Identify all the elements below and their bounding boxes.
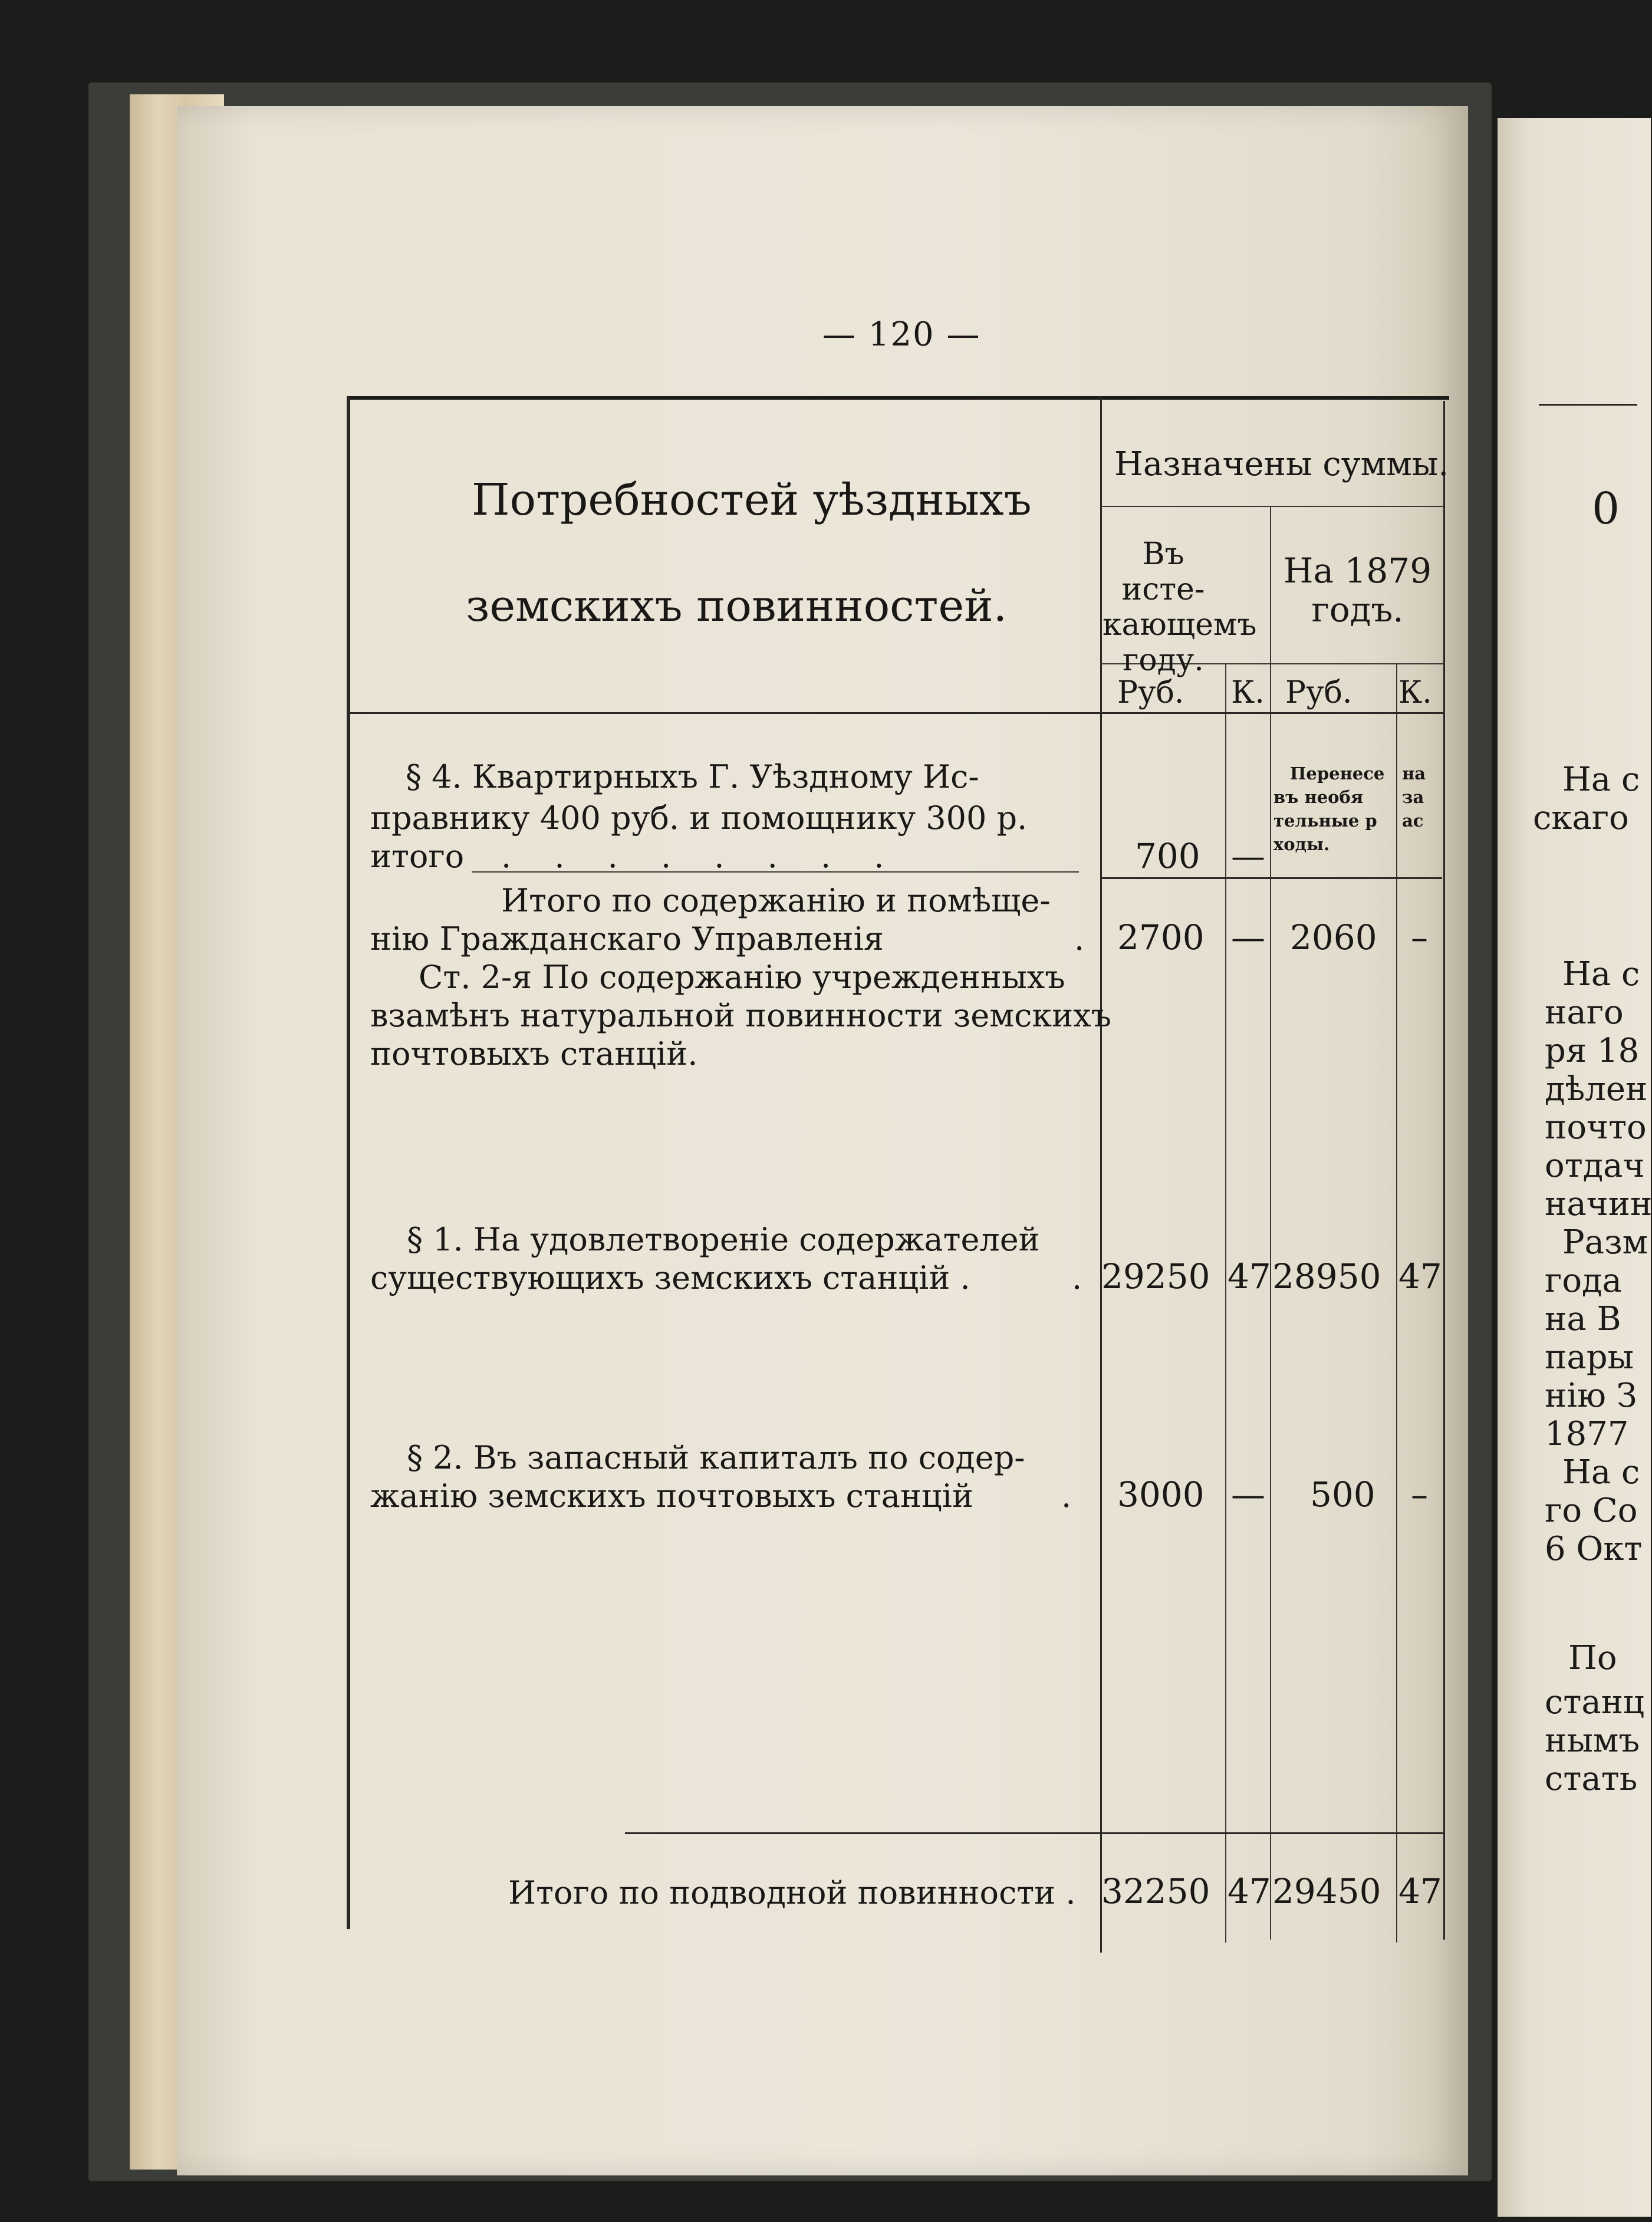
total-rule: [625, 1832, 1444, 1834]
header-col-current-year: Въ истекающемъ году.: [1103, 536, 1257, 678]
para2-kop-current: —: [1231, 1474, 1265, 1515]
right-page-top-rule: [1539, 404, 1637, 406]
right-page-fragment: начин: [1545, 1185, 1652, 1223]
right-page-fragment: наго: [1545, 993, 1624, 1032]
total-rub-current: 32250: [1101, 1871, 1210, 1911]
para4-underline: [472, 871, 1079, 873]
header-title-line1: Потребностей уѣздныхъ: [472, 475, 1032, 525]
unit-kop-current: К.: [1231, 675, 1265, 710]
right-page-fragment: нію З: [1545, 1377, 1637, 1415]
para2-dot: .: [1061, 1477, 1072, 1515]
right-page-fragment: пары: [1545, 1338, 1634, 1377]
subtotal-rub-current: 2700: [1117, 917, 1205, 957]
subtotal-dot: .: [1074, 920, 1085, 957]
right-page-fragment: 1877: [1545, 1415, 1629, 1453]
para4-note-b2: за: [1402, 787, 1424, 807]
para1-dot: .: [1072, 1259, 1082, 1296]
art2-line2: взамѣнъ натуральной повинности земскихъ: [370, 997, 1111, 1034]
para4-line2: правнику 400 руб. и помощнику 300 р.: [370, 799, 1028, 837]
right-page-fragment: ря 18: [1545, 1032, 1640, 1070]
total-kop-current: 47: [1228, 1871, 1271, 1911]
header-bottom-rule: [347, 712, 1443, 714]
table-right-rule: [1443, 401, 1445, 1940]
right-page-fragment: почто: [1545, 1108, 1647, 1147]
subtotal-line2: нію Гражданскаго Управленія: [370, 920, 884, 957]
header-col-1879: На 1879 годъ.: [1283, 551, 1432, 630]
col-divider-kop-current: [1225, 663, 1226, 1943]
para1-line2: существующихъ земскихъ станцій .: [370, 1259, 970, 1296]
right-page-fragment: дѣлен: [1545, 1070, 1648, 1108]
subtotal-kop-current: —: [1231, 917, 1265, 957]
unit-rub-1879: Руб.: [1285, 675, 1352, 710]
para4-note-b1: на: [1402, 763, 1426, 784]
table-left-rule: [347, 396, 350, 1929]
para4-leader-dots: . . . . . . . .: [501, 838, 901, 875]
para1-kop-current: 47: [1228, 1256, 1271, 1296]
para4-note-b3: ас: [1402, 811, 1424, 831]
unit-rub-current: Руб.: [1117, 675, 1184, 710]
right-page-fragment: на В: [1545, 1300, 1621, 1338]
para4-note-1: Перенесе: [1290, 763, 1385, 784]
para4-note-3: тельные р: [1273, 811, 1377, 831]
total-label: Итого по подводной повинности .: [508, 1874, 1076, 1911]
subtotal-line1: Итого по содержанію и помѣще-: [501, 882, 1051, 919]
header-title-line2: земскихъ повинностей.: [466, 581, 1008, 631]
para4-note-4: ходы.: [1273, 834, 1330, 854]
right-page-fragment: отдач: [1545, 1147, 1645, 1185]
para1-rub-current: 29250: [1101, 1256, 1210, 1296]
right-page-fragment: На с: [1562, 1453, 1640, 1492]
header-assigned-sums: Назначены суммы.: [1114, 445, 1449, 483]
para4-rub-current: 700: [1135, 836, 1200, 876]
right-page-fragment: 6 Окт: [1545, 1530, 1643, 1568]
para4-line1: § 4. Квартирныхъ Г. Уѣздному Ис-: [406, 758, 979, 795]
para4-line3: итого: [370, 838, 465, 875]
para2-line2: жанію земскихъ почтовыхъ станцій: [370, 1477, 973, 1515]
art2-line1: Ст. 2-я По содержанію учрежденныхъ: [419, 959, 1065, 996]
right-page-fragment: На с: [1562, 955, 1640, 993]
unit-kop-1879: К.: [1398, 675, 1432, 710]
right-page-fragment: По: [1568, 1639, 1617, 1677]
right-page-fragment: станц: [1545, 1683, 1645, 1721]
total-rub-1879: 29450: [1272, 1871, 1381, 1911]
left-page: [177, 106, 1468, 2175]
right-page-fragment: скаго: [1533, 799, 1629, 837]
total-kop-1879: 47: [1398, 1871, 1442, 1911]
para4-sum-rule: [1100, 877, 1442, 879]
para4-kop-current: —: [1231, 836, 1265, 876]
para2-rub-current: 3000: [1117, 1474, 1205, 1515]
right-page-fragment: На с: [1562, 761, 1640, 799]
subtotal-kop-1879: –: [1411, 917, 1428, 957]
right-page-fragment: стать: [1545, 1760, 1638, 1798]
para4-note-2: въ необя: [1273, 787, 1364, 807]
right-page-fragment: нымъ: [1545, 1721, 1640, 1760]
right-page-fragment: го Со: [1545, 1492, 1638, 1530]
assigned-underline: [1100, 506, 1443, 507]
para1-rub-1879: 28950: [1272, 1256, 1381, 1296]
para1-kop-1879: 47: [1398, 1256, 1442, 1296]
right-page-fragment: 0: [1592, 483, 1620, 534]
page-number: — 120 —: [822, 315, 981, 354]
art2-line3: почтовыхъ станцій.: [370, 1035, 698, 1072]
para2-rub-1879: 500: [1310, 1474, 1375, 1515]
col-divider-main: [1100, 396, 1102, 1953]
subtotal-rub-1879: 2060: [1290, 917, 1377, 957]
col-divider-kop-1879: [1396, 663, 1397, 1943]
right-page-fragment: Разм: [1562, 1223, 1648, 1262]
right-page-fragment: года: [1545, 1262, 1622, 1300]
table-top-rule: [347, 396, 1449, 400]
para2-kop-1879: –: [1411, 1474, 1428, 1515]
para1-line1: § 1. На удовлетвореніе содержателей: [407, 1221, 1040, 1258]
para2-line1: § 2. Въ запасный капиталъ по содер-: [407, 1439, 1025, 1476]
col-divider-1879: [1270, 507, 1271, 1940]
